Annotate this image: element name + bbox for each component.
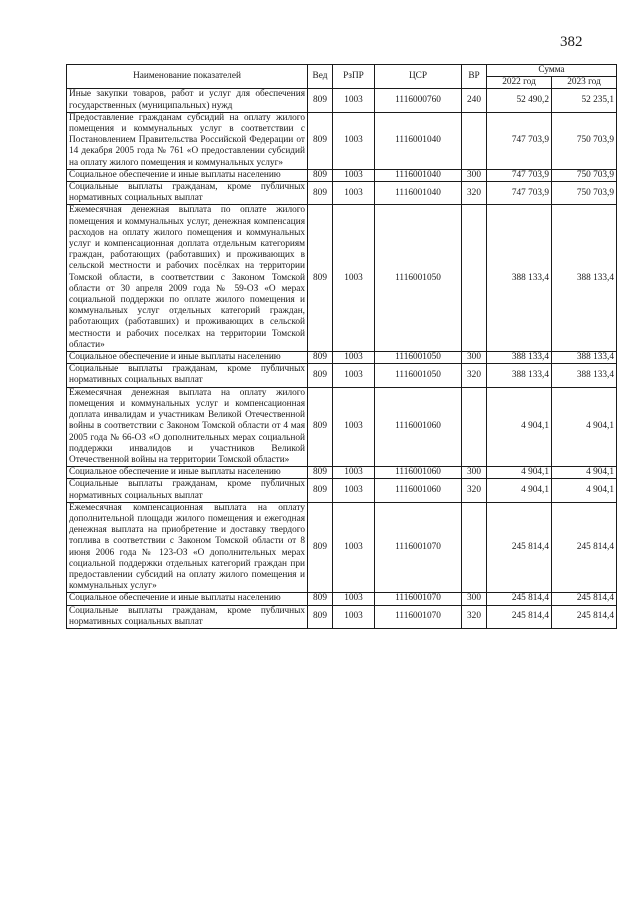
row-amount-2023: 388 133,4 — [552, 364, 617, 387]
row-amount-2023: 750 703,9 — [552, 112, 617, 169]
row-amount-2023: 52 235,1 — [552, 89, 617, 112]
table-row — [67, 502, 617, 593]
row-ved: 809 — [308, 182, 333, 205]
row-rzpr: 1003 — [333, 205, 375, 352]
row-amount-2023: 245 814,4 — [552, 593, 617, 605]
row-ved: 809 — [308, 593, 333, 605]
row-csr: 1116001060 — [375, 467, 462, 479]
row-amount-2022: 4 904,1 — [487, 467, 552, 479]
row-ved: 809 — [308, 205, 333, 352]
row-name: Предоставление гражданам субсидий на оплату жилого помещения и коммунальных услуг в соответствии с Постановлением Правительства Российской Федерации от 14 декабря 2005 года № 761 «О предоставлении субсидий на оплату жилого помещения и коммунальных услуг» — [67, 112, 308, 169]
row-rzpr: 1003 — [333, 387, 375, 466]
row-rzpr: 1003 — [333, 352, 375, 364]
table-row — [67, 89, 617, 112]
row-amount-2022: 747 703,9 — [487, 169, 552, 181]
row-amount-2022: 747 703,9 — [487, 182, 552, 205]
row-vr: 320 — [462, 182, 487, 205]
row-name: Социальные выплаты гражданам, кроме публичных нормативных социальных выплат — [67, 182, 308, 205]
table-row — [67, 467, 617, 479]
row-amount-2023: 388 133,4 — [552, 352, 617, 364]
table-row — [67, 205, 617, 352]
table-row — [67, 169, 617, 181]
header-name: Наименование показателей — [67, 65, 308, 89]
row-name: Социальное обеспечение и иные выплаты населению — [67, 352, 308, 364]
row-rzpr: 1003 — [333, 364, 375, 387]
table-row — [67, 364, 617, 387]
row-rzpr: 1003 — [333, 605, 375, 628]
row-amount-2022: 245 814,4 — [487, 605, 552, 628]
row-csr: 1116001050 — [375, 364, 462, 387]
header-rzpr: РзПР — [333, 65, 375, 89]
table-row — [67, 605, 617, 628]
row-csr: 1116001070 — [375, 502, 462, 593]
row-csr: 1116001070 — [375, 605, 462, 628]
row-csr: 1116001050 — [375, 205, 462, 352]
row-vr: 300 — [462, 352, 487, 364]
row-vr: 320 — [462, 605, 487, 628]
row-ved: 809 — [308, 605, 333, 628]
row-vr: 300 — [462, 593, 487, 605]
row-name: Ежемесячная компенсационная выплата на оплату дополнительной площади жилого помещения и ежегодная денежная выплата на приобретение и доставку твердого топлива в соответствии с Законом Томской области от 8 июня 2006 года № 123-ОЗ «О дополнительных мерах социальной поддержки отдельных категорий граждан при предоставлении субсидий на оплату жилого помещения и коммунальных услуг» — [67, 502, 308, 593]
row-name: Социальное обеспечение и иные выплаты населению — [67, 467, 308, 479]
row-csr: 1116001070 — [375, 593, 462, 605]
table-row — [67, 182, 617, 205]
row-amount-2022: 4 904,1 — [487, 387, 552, 466]
row-csr: 1116001040 — [375, 112, 462, 169]
row-csr: 1116001050 — [375, 352, 462, 364]
row-amount-2023: 4 904,1 — [552, 479, 617, 502]
row-csr: 1116000760 — [375, 89, 462, 112]
row-rzpr: 1003 — [333, 112, 375, 169]
row-amount-2022: 52 490,2 — [487, 89, 552, 112]
table-row — [67, 479, 617, 502]
row-amount-2022: 388 133,4 — [487, 205, 552, 352]
row-rzpr: 1003 — [333, 89, 375, 112]
row-vr: 300 — [462, 169, 487, 181]
row-ved: 809 — [308, 352, 333, 364]
header-year-2023: 2023 год — [552, 77, 617, 89]
row-vr: 320 — [462, 364, 487, 387]
row-name: Социальные выплаты гражданам, кроме публичных нормативных социальных выплат — [67, 605, 308, 628]
row-vr — [462, 502, 487, 593]
row-name: Социальные выплаты гражданам, кроме публичных нормативных социальных выплат — [67, 364, 308, 387]
row-rzpr: 1003 — [333, 593, 375, 605]
row-ved: 809 — [308, 364, 333, 387]
row-vr: 240 — [462, 89, 487, 112]
row-csr: 1116001060 — [375, 479, 462, 502]
row-ved: 809 — [308, 467, 333, 479]
row-amount-2022: 388 133,4 — [487, 352, 552, 364]
row-amount-2022: 4 904,1 — [487, 479, 552, 502]
row-amount-2022: 245 814,4 — [487, 502, 552, 593]
row-ved: 809 — [308, 387, 333, 466]
table-header — [67, 65, 617, 89]
row-amount-2023: 750 703,9 — [552, 182, 617, 205]
row-vr — [462, 387, 487, 466]
header-sum: Сумма — [487, 65, 617, 77]
row-ved: 809 — [308, 169, 333, 181]
row-csr: 1116001040 — [375, 169, 462, 181]
table-body — [67, 89, 617, 629]
row-amount-2023: 388 133,4 — [552, 205, 617, 352]
row-rzpr: 1003 — [333, 479, 375, 502]
row-amount-2023: 750 703,9 — [552, 169, 617, 181]
row-amount-2022: 388 133,4 — [487, 364, 552, 387]
row-ved: 809 — [308, 502, 333, 593]
header-year-2022: 2022 год — [487, 77, 552, 89]
row-csr: 1116001060 — [375, 387, 462, 466]
row-amount-2023: 4 904,1 — [552, 387, 617, 466]
page-number: 382 — [560, 34, 583, 50]
row-ved: 809 — [308, 89, 333, 112]
row-name: Иные закупки товаров, работ и услуг для обеспечения государственных (муниципальных) нужд — [67, 89, 308, 112]
row-name: Ежемесячная денежная выплата по оплате жилого помещения и коммунальных услуг, денежная компенсация расходов на оплату жилого помещения и коммунальных услуг и компенсационная доплата отдельным категориям граждан, работающих (работавших) и проживающих в сельской местности и рабочих посёлках на территории Томской области, в соответствии с Законом Томской области от 30 апреля 2009 года № 59-ОЗ «О мерах социальной поддержки по оплате жилого помещения и коммунальных услуг отдельных категорий граждан, работающих (работавших) и проживающих в сельской местности и рабочих поселках на территории Томской области» — [67, 205, 308, 352]
row-name: Социальное обеспечение и иные выплаты населению — [67, 593, 308, 605]
table-row — [67, 352, 617, 364]
row-rzpr: 1003 — [333, 182, 375, 205]
header-ved: Вед — [308, 65, 333, 89]
row-amount-2023: 245 814,4 — [552, 502, 617, 593]
header-csr: ЦСР — [375, 65, 462, 89]
table-row — [67, 593, 617, 605]
row-vr — [462, 205, 487, 352]
row-name: Ежемесячная денежная выплата на оплату жилого помещения и коммунальных услуг и компенсационная доплата инвалидам и участникам Великой Отечественной войны в соответствии с Законом Томской области от 4 мая 2005 года № 66-ОЗ «О дополнительных мерах социальной поддержки инвалидов и участников Великой Отечественной войны на территории Томской области» — [67, 387, 308, 466]
row-vr: 300 — [462, 467, 487, 479]
row-amount-2023: 245 814,4 — [552, 605, 617, 628]
row-rzpr: 1003 — [333, 467, 375, 479]
budget-table — [66, 64, 617, 629]
table-row — [67, 112, 617, 169]
row-vr: 320 — [462, 479, 487, 502]
header-vr: ВР — [462, 65, 487, 89]
row-rzpr: 1003 — [333, 169, 375, 181]
row-ved: 809 — [308, 479, 333, 502]
table-row — [67, 387, 617, 466]
row-name: Социальные выплаты гражданам, кроме публичных нормативных социальных выплат — [67, 479, 308, 502]
row-csr: 1116001040 — [375, 182, 462, 205]
row-rzpr: 1003 — [333, 502, 375, 593]
row-vr — [462, 112, 487, 169]
row-amount-2022: 245 814,4 — [487, 593, 552, 605]
row-amount-2023: 4 904,1 — [552, 467, 617, 479]
row-name: Социальное обеспечение и иные выплаты населению — [67, 169, 308, 181]
row-ved: 809 — [308, 112, 333, 169]
row-amount-2022: 747 703,9 — [487, 112, 552, 169]
